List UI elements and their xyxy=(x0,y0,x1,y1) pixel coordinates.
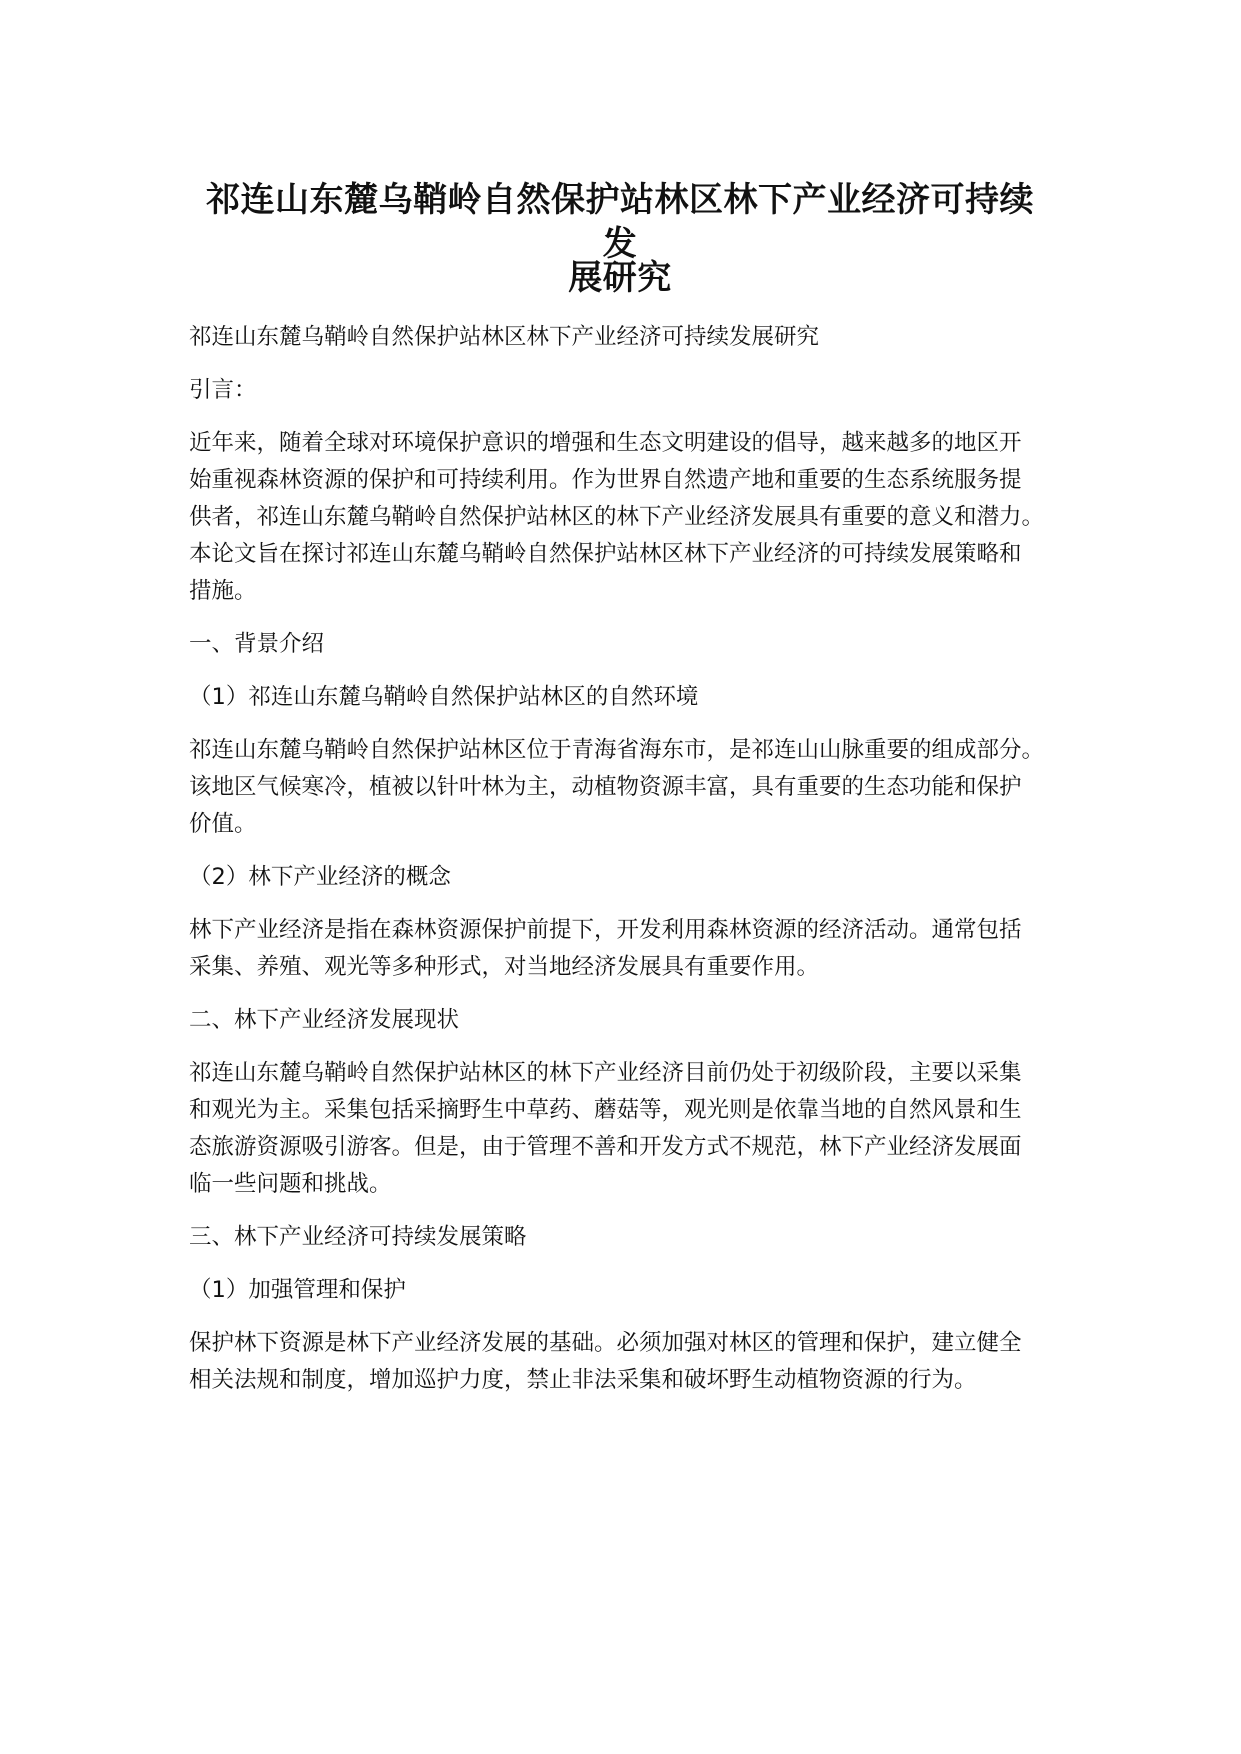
document-title-line-2: 展研究 xyxy=(568,258,672,298)
paragraph-line: 始重视森林资源的保护和可持续利用。作为世界自然遗产地和重要的生态系统服务提 xyxy=(189,467,1022,493)
paragraph-line: 采集、养殖、观光等多种形式，对当地经济发展具有重要作用。 xyxy=(189,954,820,980)
subtitle-line: 祁连山东麓乌鞘岭自然保护站林区林下产业经济可持续发展研究 xyxy=(189,324,820,350)
subsection-heading: （1）加强管理和保护 xyxy=(189,1277,406,1303)
paragraph-line: 措施。 xyxy=(189,578,257,604)
paragraph-line: 临一些问题和挑战。 xyxy=(189,1171,392,1197)
paragraph-line: 祁连山东麓乌鞘岭自然保护站林区的林下产业经济目前仍处于初级阶段，主要以采集 xyxy=(189,1060,1022,1086)
paragraph-line: 保护林下资源是林下产业经济发展的基础。必须加强对林区的管理和保护，建立健全 xyxy=(189,1330,1022,1356)
document-title-line-1: 祁连山东麓乌鞘岭自然保护站林区林下产业经济可持续发 xyxy=(206,180,1034,264)
subsection-heading: （2）林下产业经济的概念 xyxy=(189,864,451,890)
paragraph-line: 本论文旨在探讨祁连山东麓乌鞘岭自然保护站林区林下产业经济的可持续发展策略和 xyxy=(189,541,1022,567)
paragraph-line: 和观光为主。采集包括采摘野生中草药、蘑菇等，观光则是依靠当地的自然风景和生 xyxy=(189,1097,1022,1123)
paragraph-line: 供者，祁连山东麓乌鞘岭自然保护站林区的林下产业经济发展具有重要的意义和潜力。 xyxy=(189,504,1045,530)
intro-heading: 引言： xyxy=(189,377,257,403)
paragraph-line: 祁连山东麓乌鞘岭自然保护站林区位于青海省海东市，是祁连山山脉重要的组成部分。 xyxy=(189,737,1045,763)
paragraph-line: 态旅游资源吸引游客。但是，由于管理不善和开发方式不规范，林下产业经济发展面 xyxy=(189,1134,1022,1160)
paragraph-line: 近年来，随着全球对环境保护意识的增强和生态文明建设的倡导，越来越多的地区开 xyxy=(189,430,1022,456)
paragraph-line: 该地区气候寒冷，植被以针叶林为主，动植物资源丰富，具有重要的生态功能和保护 xyxy=(189,774,1022,800)
paragraph-line: 相关法规和制度，增加巡护力度，禁止非法采集和破坏野生动植物资源的行为。 xyxy=(189,1367,977,1393)
paragraph-line: 价值。 xyxy=(189,811,257,837)
section-heading: 二、林下产业经济发展现状 xyxy=(189,1007,460,1033)
paragraph-line: 林下产业经济是指在森林资源保护前提下，开发利用森林资源的经济活动。通常包括 xyxy=(189,917,1022,943)
section-heading: 三、林下产业经济可持续发展策略 xyxy=(189,1224,527,1250)
section-heading: 一、背景介绍 xyxy=(189,631,325,657)
subsection-heading: （1）祁连山东麓乌鞘岭自然保护站林区的自然环境 xyxy=(189,684,699,710)
